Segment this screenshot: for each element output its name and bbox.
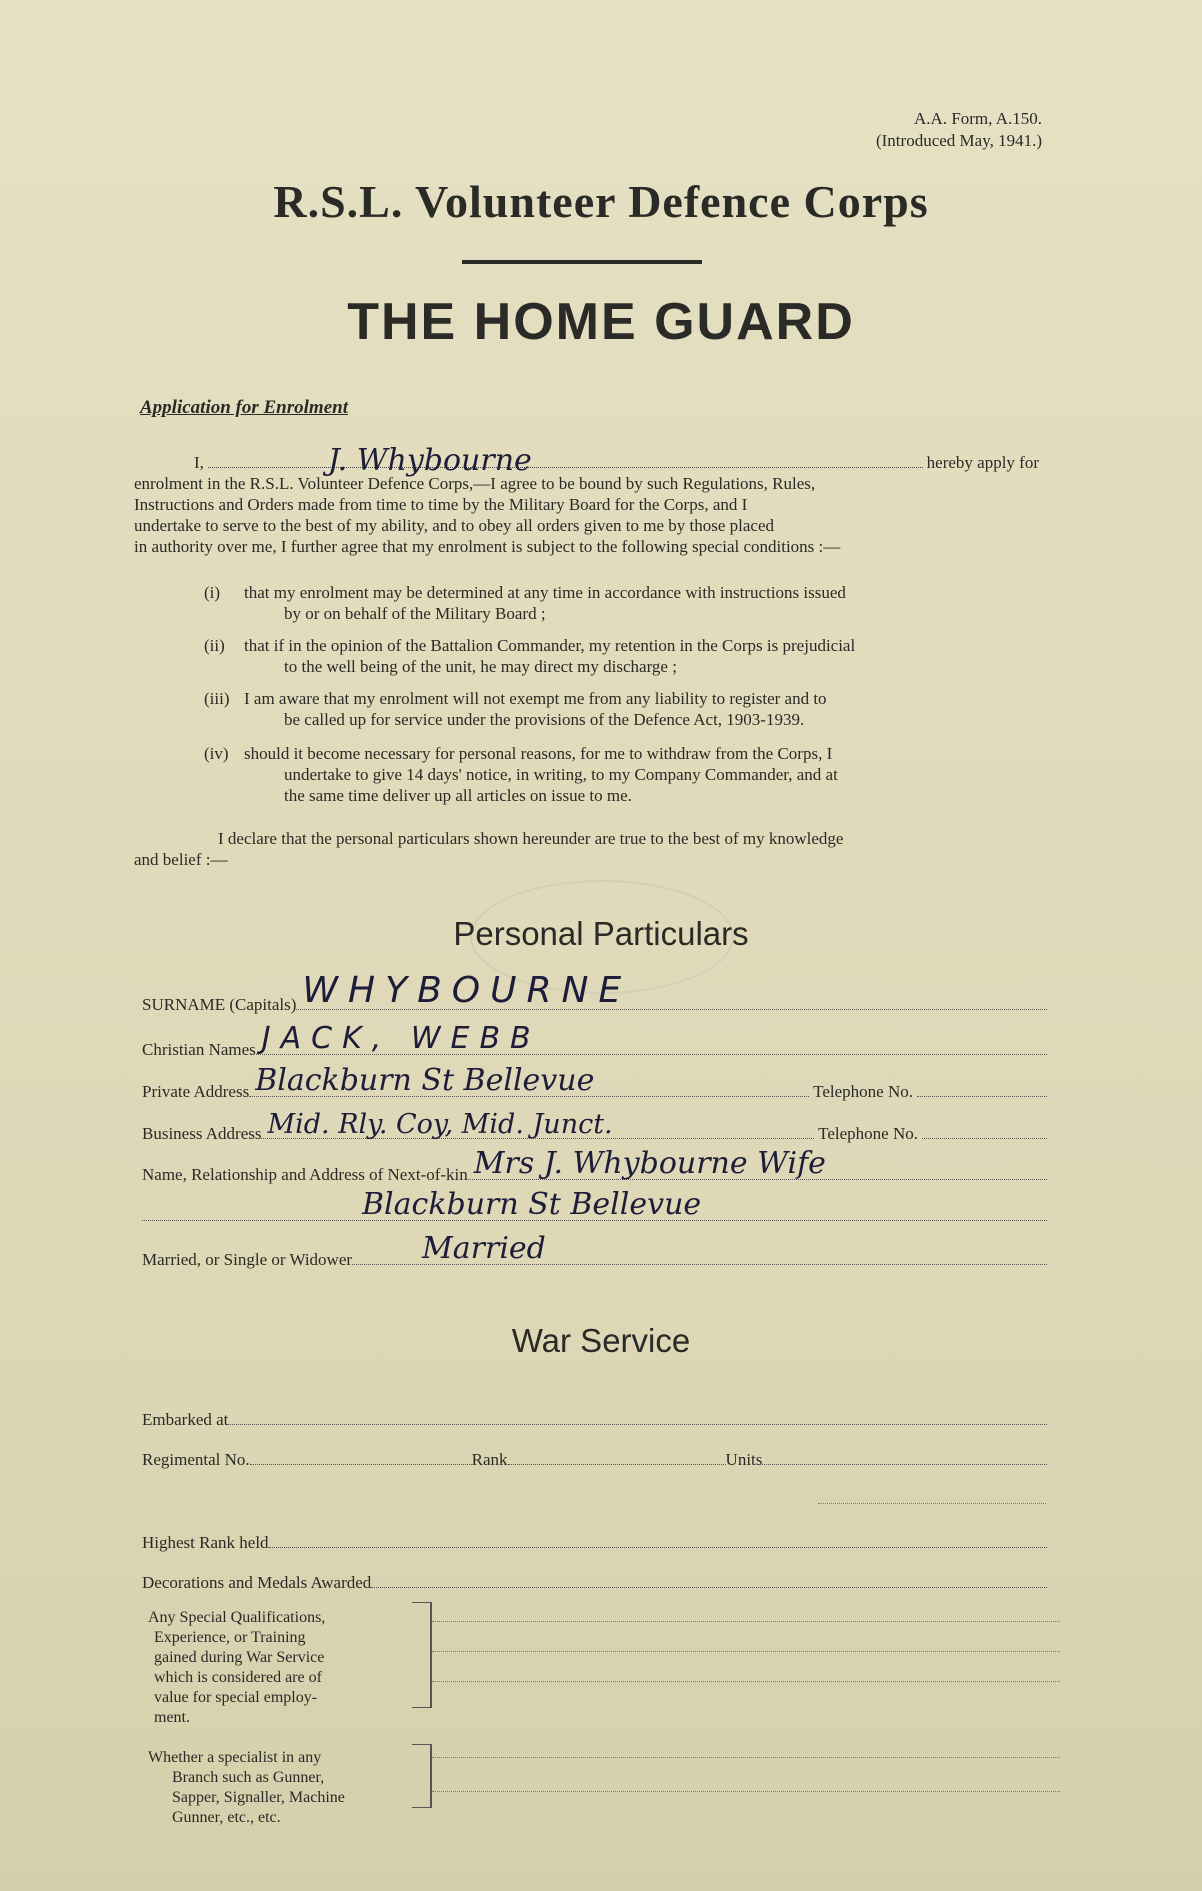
highest-rank-field[interactable]: [142, 1523, 1047, 1553]
rank-field[interactable]: [508, 1463, 726, 1465]
private-address-value: Blackburn St Bellevue: [255, 1063, 595, 1098]
condition-text-cont: the same time deliver up all articles on issue to me.: [284, 786, 632, 805]
main-title: THE HOME GUARD: [347, 293, 855, 351]
applicant-signature: J. Whybourne: [327, 443, 532, 478]
condition-text-cont: be called up for service under the provisions of the Defence Act, 1903-1939.: [284, 710, 805, 729]
next-of-kin-field-2[interactable]: [142, 1187, 1047, 1226]
condition-item: [204, 582, 1039, 624]
surname-value: WHYBOURNE: [302, 970, 632, 1011]
qualifications-line: Experience, or Training: [154, 1629, 306, 1646]
decorations-field[interactable]: [142, 1563, 1047, 1593]
form-number: A.A. Form, A.150.: [914, 109, 1042, 128]
business-address-label: Business Address: [142, 1124, 262, 1143]
next-of-kin-label: Name, Relationship and Address of Next-of-kin: [142, 1165, 468, 1184]
condition-text-cont: by or on behalf of the Military Board ;: [284, 604, 546, 623]
condition-text-cont: undertake to give 14 days' notice, in writing, to my Company Commander, and at: [284, 765, 838, 784]
embarked-label: Embarked at: [142, 1410, 229, 1429]
private-address-label: Private Address: [142, 1082, 250, 1101]
regimental-number-field[interactable]: [250, 1463, 472, 1465]
specialist-line: Sapper, Signaller, Machine: [172, 1789, 345, 1806]
telephone-label: Telephone No.: [813, 1082, 913, 1101]
condition-number: (i): [204, 583, 221, 602]
intro-line-1-end: hereby apply for: [926, 453, 1039, 472]
section-heading: Application for Enrolment: [140, 397, 348, 418]
condition-text-cont: to the well being of the unit, he may direct my discharge ;: [284, 657, 677, 676]
condition-text: that my enrolment may be determined at any time in accordance with instructions issued: [244, 583, 846, 602]
war-service-heading: War Service: [511, 1322, 691, 1359]
title-divider: [462, 260, 702, 264]
telephone-field[interactable]: [922, 1137, 1047, 1139]
qualifications-label: [148, 1608, 428, 1728]
intro-i: I,: [194, 453, 204, 472]
business-address-field[interactable]: [142, 1109, 1047, 1144]
personal-heading: Personal Particulars: [453, 915, 749, 952]
intro-line-4: undertake to serve to the best of my ability, and to obey all orders given to me by those placed: [134, 516, 774, 535]
specialist-brace: [412, 1744, 432, 1808]
condition-item: [204, 743, 1039, 806]
declaration: [134, 828, 1039, 870]
next-of-kin-address: Blackburn St Bellevue: [362, 1187, 702, 1222]
condition-text: I am aware that my enrolment will not exempt me from any liability to register and to: [244, 689, 827, 708]
decorations-label: Decorations and Medals Awarded: [142, 1573, 372, 1592]
qualifications-brace: [412, 1602, 432, 1708]
rank-label: Rank: [471, 1450, 508, 1469]
qualifications-line: ment.: [154, 1709, 190, 1726]
christian-names-label: Christian Names: [142, 1040, 256, 1059]
qualifications-field[interactable]: [432, 1608, 1060, 1682]
next-of-kin-value: Mrs J. Whybourne Wife: [473, 1146, 826, 1181]
condition-text: should it become necessary for personal reasons, for me to withdraw from the Corps, I: [244, 744, 833, 763]
intro-line-1: [134, 443, 1039, 478]
specialist-label: [148, 1748, 428, 1828]
declaration-line-1: I declare that the personal particulars shown hereunder are true to the best of my knowledge: [218, 829, 844, 848]
christian-names-value: JACK, WEBB: [261, 1021, 541, 1056]
condition-number: (ii): [204, 636, 225, 655]
telephone-field[interactable]: [917, 1095, 1047, 1097]
declaration-line-2: and belief :—: [134, 850, 228, 869]
intro-line-5: in authority over me, I further agree that my enrolment is subject to the following special conditions :—: [134, 537, 841, 556]
business-address-value: Mid. Rly. Coy, Mid. Junct.: [267, 1109, 613, 1140]
intro-line-2: enrolment in the R.S.L. Volunteer Defence Corps,—I agree to be bound by such Regulations, Rules,: [134, 474, 816, 493]
highest-rank-label: Highest Rank held: [142, 1533, 269, 1552]
intro-line-3: Instructions and Orders made from time to time by the Military Board for the Corps, and I: [134, 495, 748, 514]
regimental-row: [142, 1440, 1047, 1470]
marital-status-label: Married, or Single or Widower: [142, 1250, 353, 1269]
qualifications-line: which is considered are of: [154, 1669, 322, 1686]
christian-names-field[interactable]: [142, 1021, 1047, 1060]
qualifications-line: gained during War Service: [154, 1649, 325, 1666]
specialist-line: Branch such as Gunner,: [172, 1769, 325, 1786]
form-introduced: (Introduced May, 1941.): [875, 131, 1042, 150]
private-address-field[interactable]: [142, 1063, 1047, 1102]
org-title: R.S.L. Volunteer Defence Corps: [273, 176, 929, 227]
specialist-line: Gunner, etc., etc.: [172, 1809, 281, 1826]
regimental-label: Regimental No.: [142, 1450, 250, 1469]
condition-number: (iv): [204, 744, 229, 763]
qualifications-line: Any Special Qualifications,: [148, 1609, 326, 1626]
specialist-field[interactable]: [432, 1748, 1060, 1792]
signature-field: [208, 443, 923, 478]
condition-text: that if in the opinion of the Battalion Commander, my retention in the Corps is prejudicial: [244, 636, 856, 655]
telephone-label: Telephone No.: [818, 1124, 918, 1143]
surname-field[interactable]: [142, 970, 1047, 1015]
qualifications-line: value for special employ-: [154, 1689, 318, 1706]
specialist-line: Whether a specialist in any: [148, 1749, 322, 1766]
condition-number: (iii): [204, 689, 230, 708]
intro-paragraph: [134, 443, 1039, 557]
form-identifier: [876, 108, 1042, 152]
embarked-field[interactable]: [142, 1400, 1047, 1430]
marital-status-value: Married: [422, 1231, 546, 1266]
units-extra-line[interactable]: [818, 1502, 1046, 1504]
condition-item: [204, 688, 1039, 730]
marital-status-field[interactable]: [142, 1231, 1047, 1270]
units-field[interactable]: [762, 1463, 1047, 1465]
surname-label: SURNAME (Capitals): [142, 995, 297, 1014]
next-of-kin-field[interactable]: [142, 1146, 1047, 1185]
units-label: Units: [725, 1450, 763, 1469]
condition-item: [204, 635, 1039, 677]
